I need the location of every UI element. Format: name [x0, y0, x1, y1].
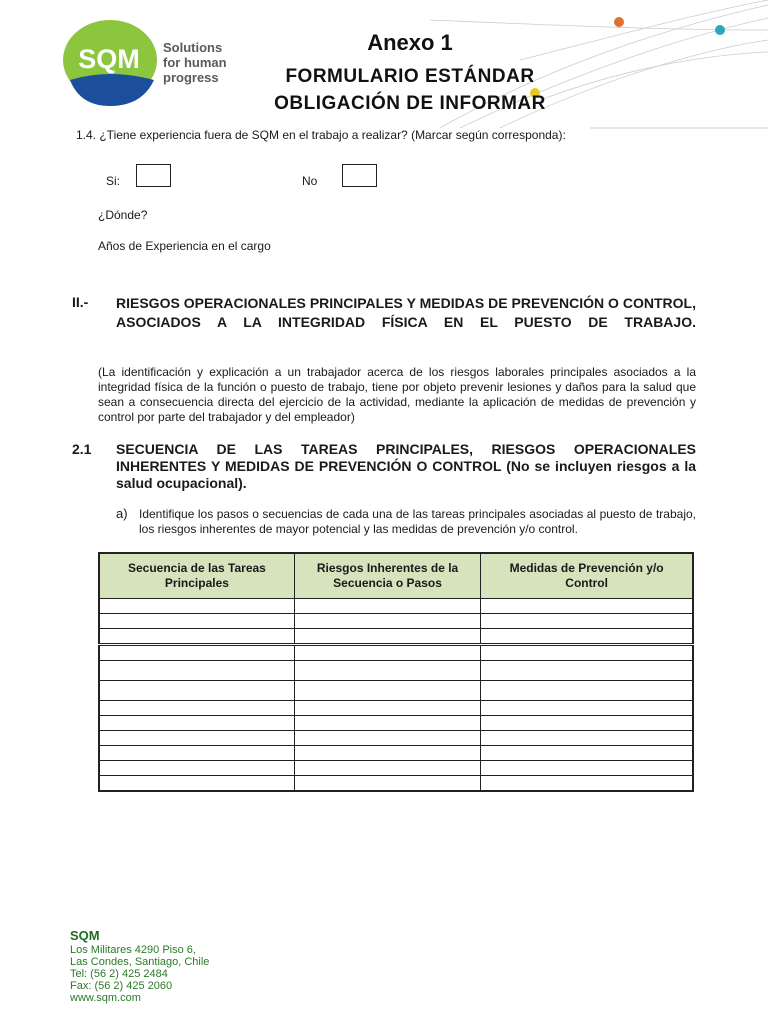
table-cell[interactable] [99, 599, 294, 614]
table-row [99, 614, 693, 629]
table-cell[interactable] [481, 776, 693, 792]
subtitle-line-2: OBLIGACIÓN DE INFORMAR [274, 93, 546, 114]
table-cell[interactable] [99, 716, 294, 731]
table-row [99, 681, 693, 701]
table-cell[interactable] [294, 701, 480, 716]
footer-address-2: Las Condes, Santiago, Chile [70, 956, 210, 968]
footer-company: SQM [70, 928, 100, 943]
page-subtitle [230, 63, 590, 117]
table-row [99, 645, 693, 661]
decor-dot-orange [614, 17, 624, 27]
table-cell[interactable] [294, 716, 480, 731]
table-cell[interactable] [481, 701, 693, 716]
years-experience-label: Años de Experiencia en el cargo [98, 239, 271, 253]
decor-dot-teal [715, 25, 725, 35]
where-label: ¿Dónde? [98, 208, 148, 222]
table-cell[interactable] [99, 661, 294, 681]
section-2-number: II.- [72, 294, 89, 310]
table-row [99, 716, 693, 731]
table-cell[interactable] [481, 716, 693, 731]
table-cell[interactable] [294, 776, 480, 792]
table-row [99, 731, 693, 746]
section-2-title: RIESGOS OPERACIONALES PRINCIPALES Y MEDIDAS DE PREVENCIÓN O CONTROL, ASOCIADOS A LA INTEGRIDAD FÍSICA EN EL PUESTO DE TRABAJO. [116, 295, 696, 330]
table-cell[interactable] [99, 701, 294, 716]
tagline-line-1: Solutions [163, 40, 223, 55]
table-cell[interactable] [294, 645, 480, 661]
table-cell[interactable] [481, 599, 693, 614]
table-cell[interactable] [294, 746, 480, 761]
section-2-1-number: 2.1 [72, 441, 92, 457]
col-header-prevention-measures: Medidas de Prevención y/o Control [481, 553, 693, 599]
yes-checkbox[interactable] [136, 164, 171, 187]
no-checkbox[interactable] [342, 164, 377, 187]
table-cell[interactable] [481, 681, 693, 701]
tagline-line-2: for human [163, 55, 227, 70]
table-row [99, 629, 693, 645]
table-cell[interactable] [99, 614, 294, 629]
table-cell[interactable] [99, 645, 294, 661]
table-cell[interactable] [481, 746, 693, 761]
section-2-1-title: SECUENCIA DE LAS TAREAS PRINCIPALES, RIESGOS OPERACIONALES INHERENTES Y MEDIDAS DE PREVENCIÓN O CONTROL (No se incluyen riesgos a la salud ocupacional). [116, 441, 696, 491]
table-row [99, 701, 693, 716]
table-cell[interactable] [294, 614, 480, 629]
table-cell[interactable] [294, 761, 480, 776]
table-cell[interactable] [294, 731, 480, 746]
table-cell[interactable] [294, 661, 480, 681]
item-a-letter: a) [116, 506, 128, 521]
table-row [99, 746, 693, 761]
table-cell[interactable] [294, 629, 480, 645]
table-row [99, 776, 693, 792]
no-label: No [302, 174, 318, 188]
table-cell[interactable] [481, 761, 693, 776]
table-cell[interactable] [481, 629, 693, 645]
table-cell[interactable] [99, 681, 294, 701]
table-row [99, 661, 693, 681]
sqm-logo [62, 18, 158, 108]
footer-website[interactable]: www.sqm.com [70, 992, 141, 1004]
subtitle-line-1: FORMULARIO ESTÁNDAR [285, 66, 535, 87]
table-cell[interactable] [294, 599, 480, 614]
section-2-description: (La identificación y explicación a un trabajador acerca de los riesgos laborales principales asociados a la integridad física de la función o puesto de trabajo, tiene por objeto prevenir lesiones y daños para la salud que sean a consecuencia directa del ejercicio de la actividad, mediante la aplicación de medidas de prevención y control por parte del trabajador y del empleador) [98, 365, 696, 424]
question-1-4: 1.4. ¿Tiene experiencia fuera de SQM en el trabajo a realizar? (Marcar según corresponda): [76, 128, 566, 142]
item-a-text: Identifique los pasos o secuencias de cada una de las tareas principales asociadas al puesto de trabajo, los riesgos inherentes de mayor potencial y las medidas de prevención y/o control. [139, 507, 696, 536]
table-cell[interactable] [481, 614, 693, 629]
table-cell[interactable] [99, 776, 294, 792]
table-header-row [99, 553, 693, 599]
table-cell[interactable] [99, 629, 294, 645]
table-cell[interactable] [99, 746, 294, 761]
logo-letters: SQM [78, 44, 140, 74]
table-row [99, 599, 693, 614]
yes-label: Si: [106, 174, 121, 188]
table-row [99, 761, 693, 776]
tagline-line-3: progress [163, 70, 219, 85]
footer-fax: Fax: (56 2) 425 2060 [70, 980, 173, 992]
footer-contact [70, 944, 209, 1004]
col-header-task-sequence: Secuencia de las Tareas Principales [99, 553, 294, 599]
col-header-inherent-risks: Riesgos Inherentes de la Secuencia o Pasos [294, 553, 480, 599]
page-title: Anexo 1 [367, 30, 453, 55]
logo-tagline [163, 40, 227, 85]
table-cell[interactable] [99, 761, 294, 776]
table-cell[interactable] [481, 731, 693, 746]
risk-table [98, 552, 694, 792]
table-cell[interactable] [481, 661, 693, 681]
table-cell[interactable] [99, 731, 294, 746]
table-cell[interactable] [294, 681, 480, 701]
footer-tel: Tel: (56 2) 425 2484 [70, 968, 168, 980]
table-cell[interactable] [481, 645, 693, 661]
footer-address-1: Los Militares 4290 Piso 6, [70, 944, 196, 956]
